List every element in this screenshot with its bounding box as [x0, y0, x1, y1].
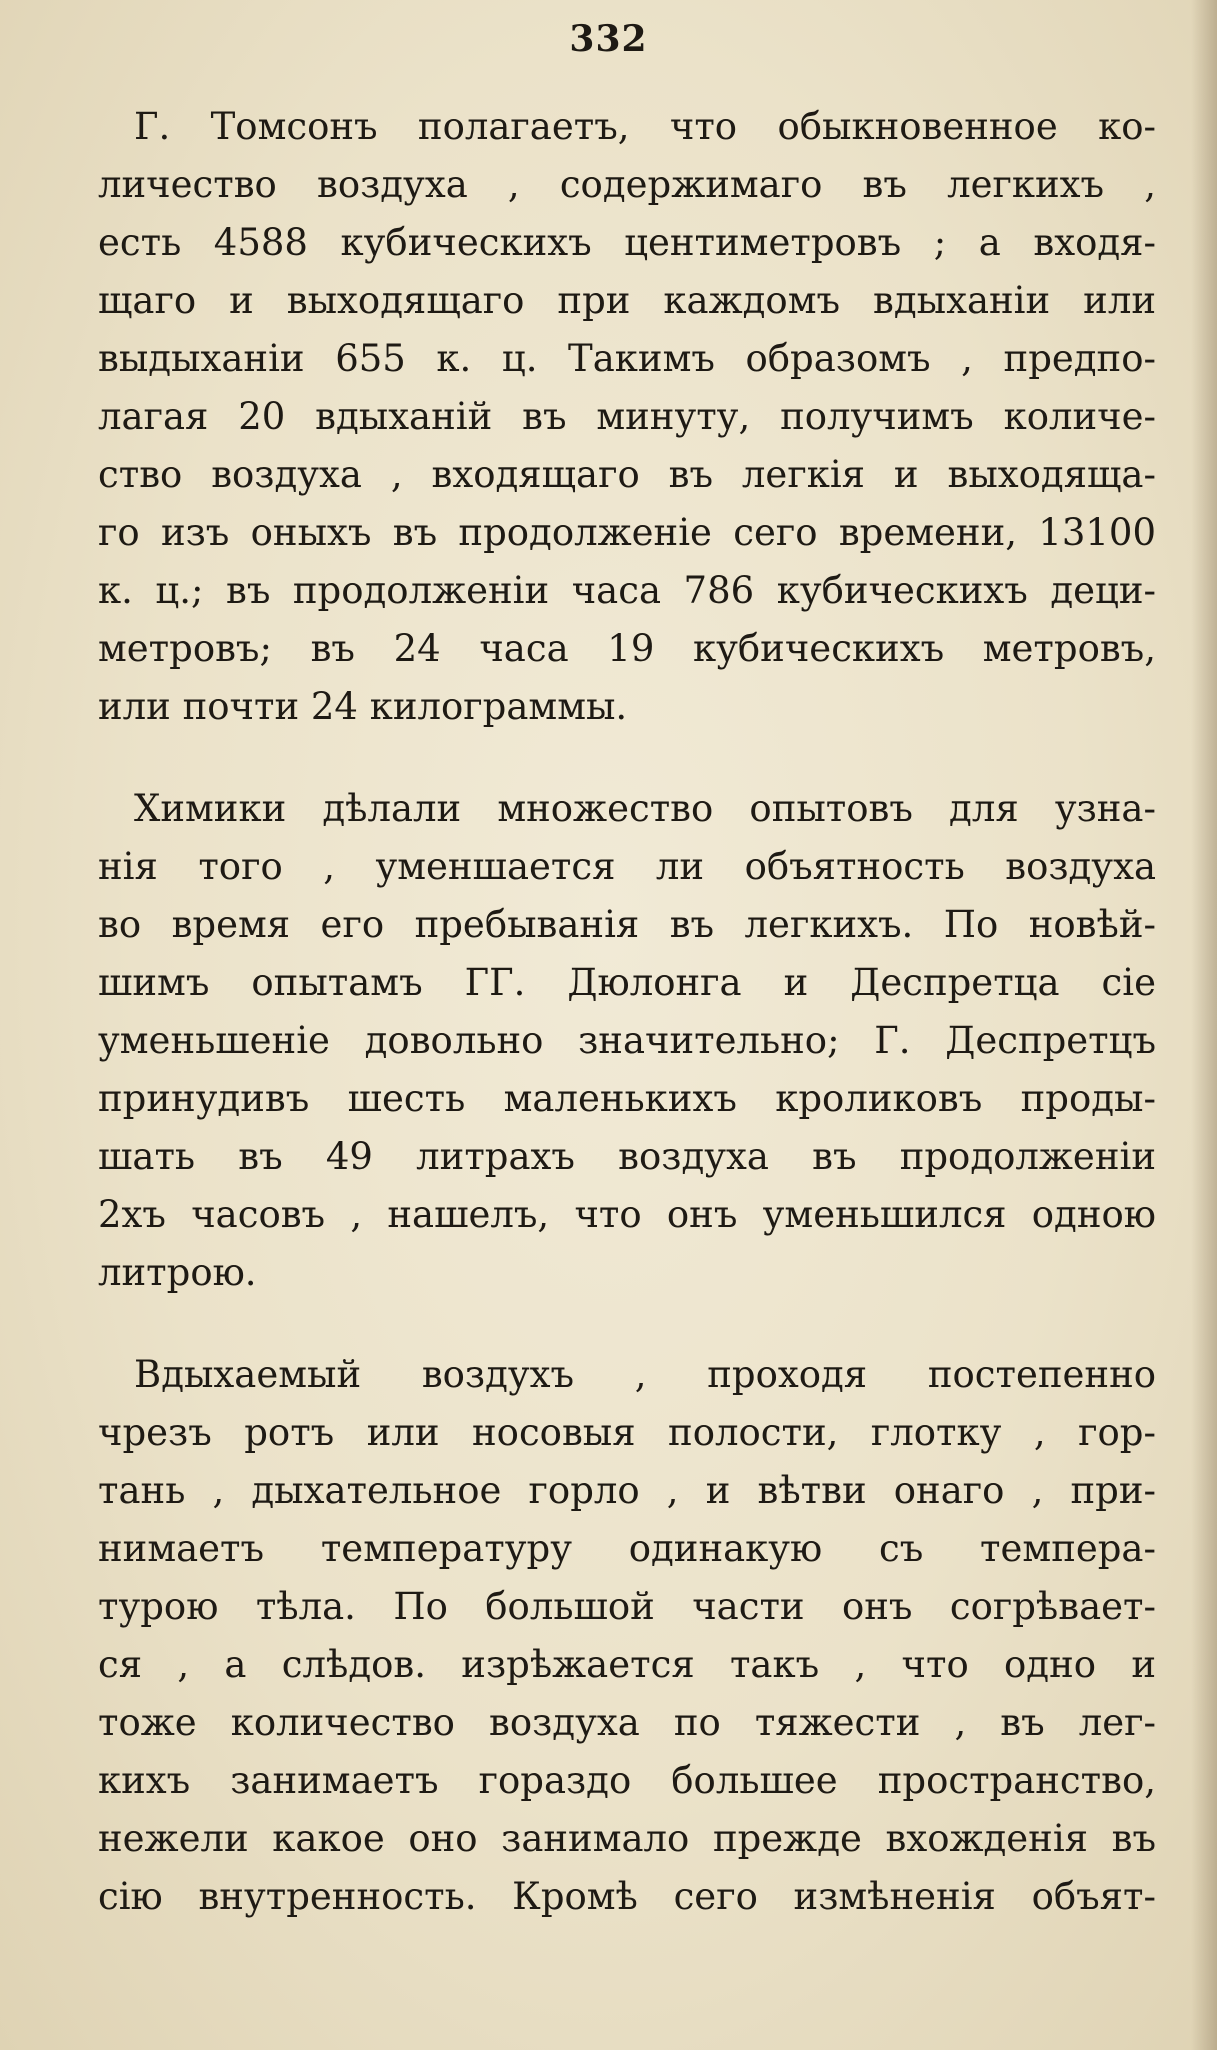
text-line: уменьшеніе довольно значительно; Г. Деспретцъ: [98, 1019, 1156, 1062]
text-line: нія того , уменшается ли объятность воздуха: [98, 845, 1156, 888]
text-line: турою тѣла. По большой части онъ согрѣвает-: [98, 1585, 1156, 1628]
text-line: лагая 20 вдыханій въ минуту, получимъ количе-: [98, 395, 1156, 438]
text-line: ство воздуха , входящаго въ легкія и выходяща-: [98, 453, 1156, 496]
page-number: 332: [569, 18, 648, 60]
text-line: нежели какое оно занимало прежде вхожденія въ: [98, 1817, 1156, 1860]
text-line: кихъ занимаетъ гораздо большее пространство,: [98, 1759, 1156, 1802]
text-line: тоже количество воздуха по тяжести , въ лег-: [98, 1701, 1156, 1744]
text-line: ся , а слѣдов. изрѣжается такъ , что одно и: [98, 1643, 1156, 1686]
paragraph-1: [98, 98, 1156, 736]
text-line: принудивъ шесть маленькихъ кроликовъ проды-: [98, 1077, 1156, 1120]
paragraph-3: [98, 1346, 1156, 1926]
text-line: Вдыхаемый воздухъ , проходя постепенно: [134, 1353, 1156, 1396]
text-line: метровъ; въ 24 часа 19 кубическихъ метровъ,: [98, 627, 1156, 670]
text-line: шимъ опытамъ ГГ. Дюлонга и Деспретца сіе: [98, 961, 1156, 1004]
text-line: выдыханіи 655 к. ц. Такимъ образомъ , предпо-: [98, 337, 1156, 380]
text-line: 2хъ часовъ , нашелъ, что онъ уменьшился одною: [98, 1193, 1156, 1236]
text-line: тань , дыхательное горло , и вѣтви онаго , при-: [98, 1469, 1156, 1512]
text-line: шать въ 49 литрахъ воздуха въ продолженіи: [98, 1135, 1156, 1178]
text-line: го изъ оныхъ въ продолженіе сего времени, 13100: [98, 511, 1156, 554]
text-line: во время его пребыванія въ легкихъ. По новѣй-: [98, 903, 1156, 946]
text-line: Химики дѣлали множество опытовъ для узна-: [134, 787, 1156, 830]
paragraph-2: [98, 780, 1156, 1302]
body-text: [98, 98, 1156, 1970]
text-line: к. ц.; въ продолженіи часа 786 кубическихъ деци-: [98, 569, 1156, 612]
page-edge-shadow: [1191, 0, 1217, 2050]
text-line: чрезъ ротъ или носовыя полости, глотку , гор-: [98, 1411, 1156, 1454]
text-line: сію внутренность. Кромѣ сего измѣненія объят-: [98, 1875, 1156, 1918]
text-line: Г. Томсонъ полагаетъ, что обыкновенное ко-: [134, 105, 1156, 148]
text-line: литрою.: [98, 1251, 257, 1294]
text-line: нимаетъ температуру одинакую съ темпера-: [98, 1527, 1156, 1570]
text-line: есть 4588 кубическихъ центиметровъ ; а входя-: [98, 221, 1156, 264]
text-line: щаго и выходящаго при каждомъ вдыханіи или: [98, 279, 1156, 322]
text-line: личество воздуха , содержимаго въ легкихъ ,: [98, 163, 1156, 206]
text-line: или почти 24 килограммы.: [98, 685, 628, 728]
